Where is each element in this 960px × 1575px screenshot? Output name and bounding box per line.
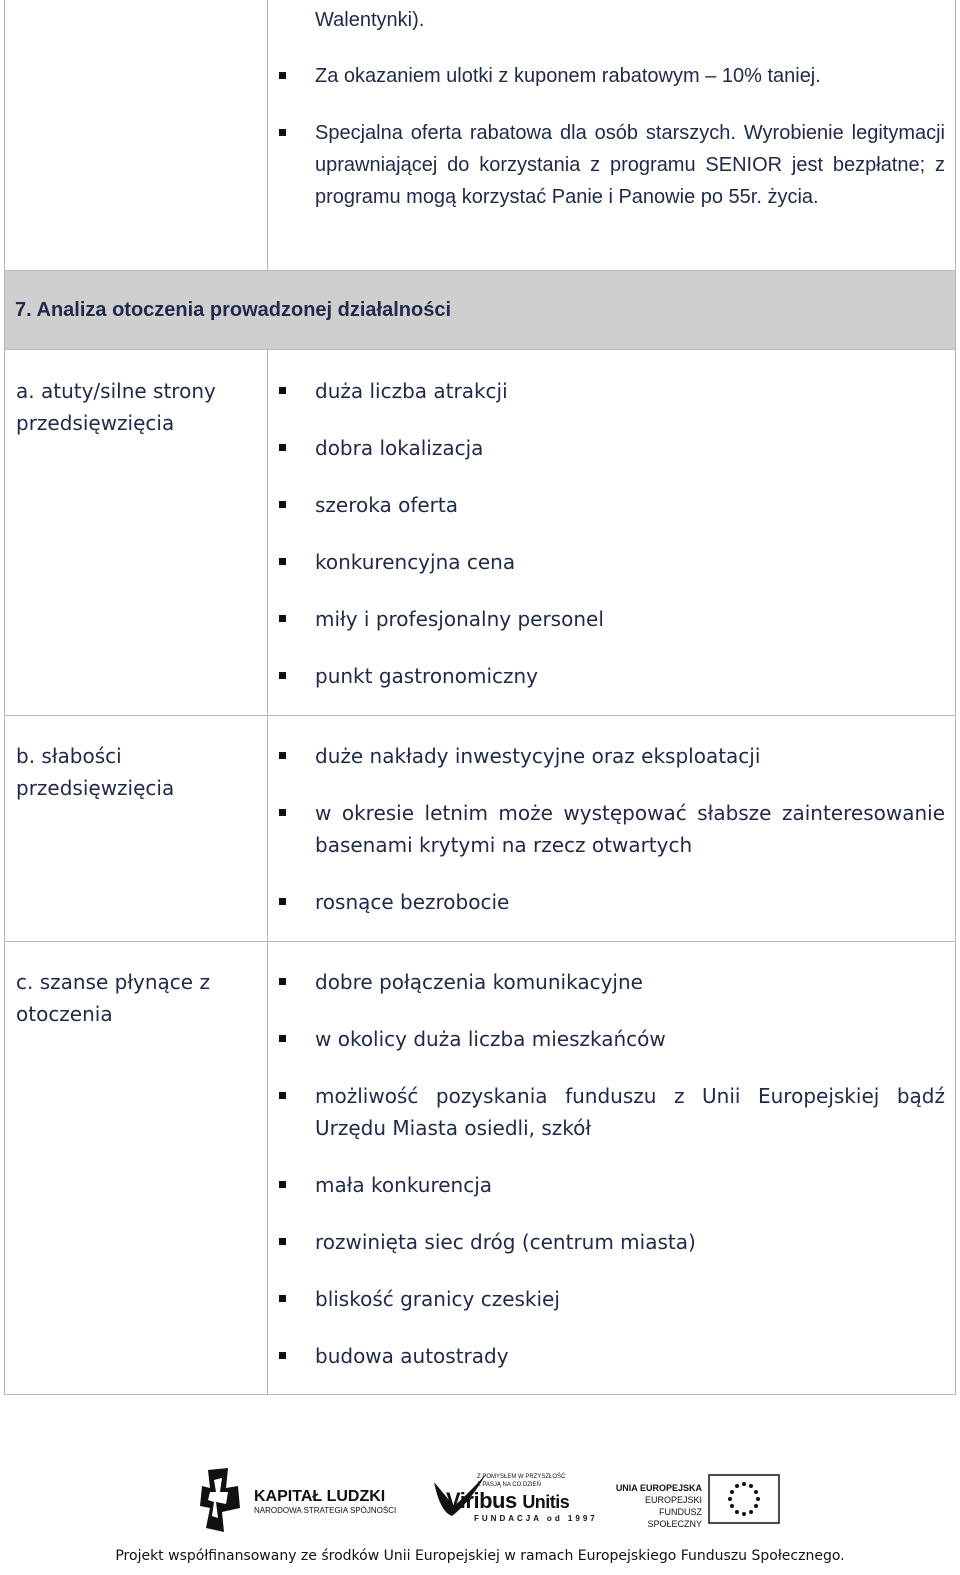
footer-logos — [0, 1460, 960, 1540]
column-divider — [267, 350, 268, 715]
column-divider — [267, 716, 268, 941]
section-heading — [5, 270, 955, 350]
eu-flag-icon — [708, 1474, 780, 1524]
viribus-name: Viribus Unitis — [446, 1488, 570, 1513]
bullet-icon — [279, 129, 286, 136]
kapital-ludzki-subtitle: NARODOWA STRATEGIA SPÓJNOŚCI — [254, 1506, 397, 1515]
bullet-icon — [279, 1035, 286, 1042]
bullet-icon — [279, 1181, 286, 1188]
row-label-strengths: a. atuty/silne strony przedsięwzięcia — [16, 379, 216, 435]
list-item: możliwość pozyskania funduszu z Unii Europejskiej bądź Urzędu Miasta osiedli, szkół — [315, 1080, 945, 1144]
row-label-opportunities: c. szanse płynące z otoczenia — [16, 970, 210, 1026]
list-item: miły i profesjonalny personel — [315, 603, 945, 635]
row-label-weaknesses: b. słabości przedsięwzięcia — [16, 744, 175, 800]
list-item: budowa autostrady — [315, 1340, 945, 1372]
column-divider — [267, 0, 268, 270]
bullet-icon — [279, 752, 286, 759]
list-item: szeroka oferta — [315, 489, 945, 521]
bullet-icon — [279, 978, 286, 985]
list-item: punkt gastronomiczny — [315, 660, 945, 692]
viribus-subtitle: FUNDACJA od 1997 — [474, 1514, 598, 1523]
bullet-icon — [279, 444, 286, 451]
list-item: mała konkurencja — [315, 1169, 945, 1201]
bullet-icon — [279, 558, 286, 565]
list-item: konkurencyjna cena — [315, 546, 945, 578]
bullet-icon — [279, 1238, 286, 1245]
kapital-ludzki-logo-icon — [198, 1468, 248, 1534]
list-item: bliskość granicy czeskiej — [315, 1283, 945, 1315]
analysis-table — [4, 0, 956, 1395]
list-item: dobra lokalizacja — [315, 432, 945, 464]
bullet-icon — [279, 72, 286, 79]
row-divider — [5, 715, 955, 716]
bullet-icon — [279, 1295, 286, 1302]
footer-note: Projekt współfinansowany ze środków Unii Europejskiej w ramach Europejskiego Funduszu Społecznego. — [115, 1548, 845, 1564]
row-divider — [5, 941, 955, 942]
list-item: duża liczba atrakcji — [315, 375, 945, 407]
ue-text: UNIA EUROPEJSKA EUROPEJSKI FUNDUSZ SPOŁECZNY — [615, 1483, 702, 1529]
viribus-tagline: Z POMYSŁEM W PRZYSZŁOŚĆ Z PASJĄ NA CO DZIEŃ — [477, 1474, 566, 1488]
bullet-icon — [279, 387, 286, 394]
prev-continuation: Walentynki). — [315, 9, 425, 31]
bullet-icon — [279, 1092, 286, 1099]
list-item: Za okazaniem ulotki z kuponem rabatowym – 10% taniej. — [315, 60, 945, 92]
bullet-icon — [279, 1352, 286, 1359]
bullet-icon — [279, 898, 286, 905]
list-item: dobre połączenia komunikacyjne — [315, 966, 945, 998]
list-item: w okolicy duża liczba mieszkańców — [315, 1023, 945, 1055]
list-item: w okresie letnim może występować słabsze zainteresowanie basenami krytymi na rzecz otwartych — [315, 797, 945, 861]
bullet-icon — [279, 809, 286, 816]
list-item: rosnące bezrobocie — [315, 886, 945, 918]
bullet-icon — [279, 501, 286, 508]
kapital-ludzki-title: KAPITAŁ LUDZKI — [254, 1488, 386, 1505]
section-title: 7. Analiza otoczenia prowadzonej działalności — [15, 299, 452, 321]
list-item: duże nakłady inwestycyjne oraz eksploatacji — [315, 740, 945, 772]
list-item: rozwinięta siec dróg (centrum miasta) — [315, 1226, 945, 1258]
bullet-icon — [279, 672, 286, 679]
list-item: Specjalna oferta rabatowa dla osób starszych. Wyrobienie legitymacji uprawniającej do korzystania z programu SENIOR jest bezpłatne; z programu mogą korzystać Panie i Panowie po 55r. życia. — [315, 117, 945, 213]
column-divider — [267, 942, 268, 1395]
bullet-icon — [279, 615, 286, 622]
